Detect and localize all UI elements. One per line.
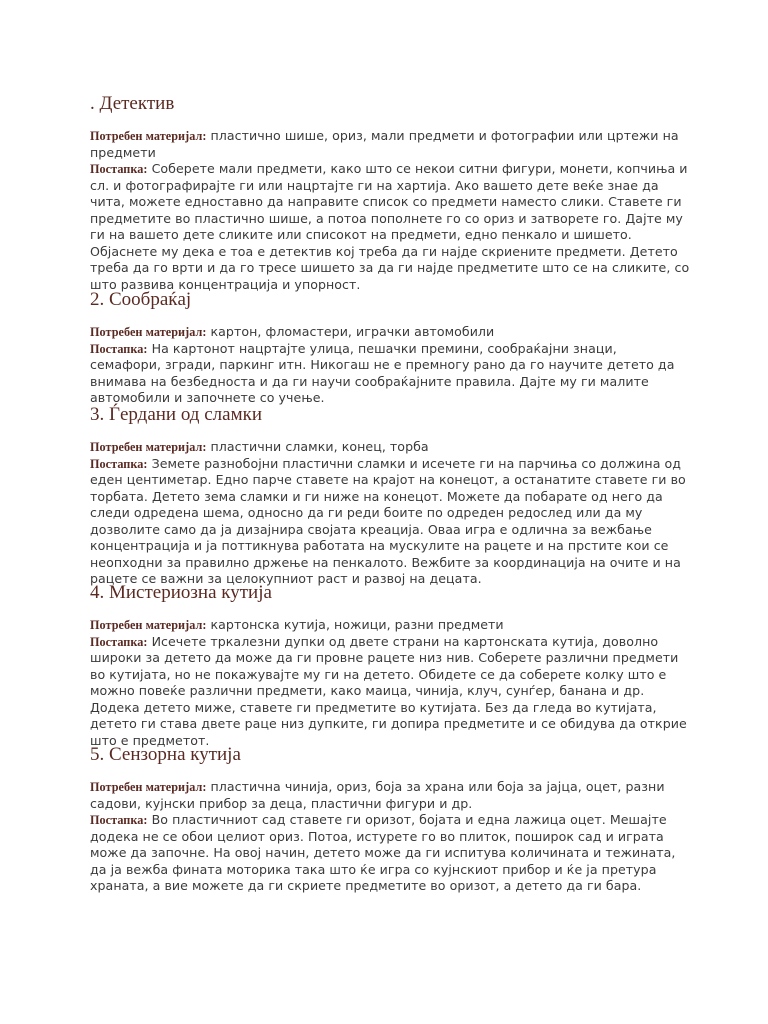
materials-text: пластична чинија, ориз, боја за храна или боја за јајца, оцет, разни садови, кујнски прибор за деца, пластични фигури и др. [90, 779, 665, 811]
materials-text: картон, фломастери, играчки автомобили [206, 324, 495, 339]
procedure-label: Постапка: [90, 456, 148, 471]
procedure-text: На картонот нацртајте улица, пешачки премини, сообраќајни знаци, семафори, згради, паркинг итн. Никогаш не е премногу рано да го научите детето да внимава на безбедноста и да ги научи сообраќајните правила. Дајте му ги малите автомобили и започнете со учење. [90, 340, 675, 405]
section-heading: . Детектив [90, 93, 175, 114]
procedure-label: Постапка: [90, 813, 148, 827]
procedure-label: Постапка: [90, 341, 148, 356]
procedure-paragraph [90, 634, 690, 750]
section-traffic [90, 288, 690, 407]
materials-paragraph [90, 617, 690, 634]
section-mystery-box [90, 581, 690, 749]
section-straw-necklaces [90, 403, 690, 588]
materials-label: Потребен материјал: [90, 129, 207, 143]
section-sensory-box [90, 743, 690, 895]
procedure-label: Постапка: [90, 634, 148, 649]
procedure-text: Земете разнобојни пластични сламки и исечете ги на парчиња со должина од еден центиметар. Едно парче ставете на крајот на конецот, а останатите ставете ги во торбата. Детето зема сламки и ги ниже на конецот. Можете да побарате од него да следи одредена шема, односно да ги реди боите по одреден редослед или да му дозволите само да ја дизајнира својата креација. Оваа игра е одлична за вежбање концентрација и ја поттикнува работата на мускулите на рацете и на прстите кои се неопходни за правилно држење на пенкалото. Вежбите за координација на очите и на рацете се важни за целокупниот раст и развој на децата. [90, 455, 686, 586]
procedure-paragraph [90, 812, 690, 895]
materials-paragraph [90, 779, 690, 812]
materials-text: картонска кутија, ножици, разни предмети [206, 617, 504, 632]
materials-paragraph [90, 439, 690, 456]
materials-text: пластично шише, ориз, мали предмети и фотографии или цртежи на предмети [90, 128, 679, 160]
section-detective [90, 92, 690, 293]
procedure-paragraph [90, 456, 690, 588]
procedure-text: Во пластичниот сад ставете ги оризот, бојата и една лажица оцет. Мешајте додека не се обои целиот ориз. Потоа, истурете го во плиток, поширок сад и играта може да започне. На овој начин, детето може да ги испитува количината и тежината, да ја вежба фината моторика така што ќе игра со кујнскиот прибор и ќе ја претура храната, а вие можете да ги скриете предметите во оризот, а детето да ги бара. [90, 812, 676, 893]
materials-text: пластични сламки, конец, торба [206, 439, 429, 454]
materials-paragraph [90, 128, 690, 161]
materials-label: Потребен материјал: [90, 325, 207, 339]
section-heading: 3. Ѓердани од сламки [90, 404, 262, 425]
materials-label: Потребен материјал: [90, 618, 207, 632]
section-heading: 2. Сообраќај [90, 289, 192, 310]
procedure-text: Соберете мали предмети, како што се некои ситни фигури, монети, копчиња и сл. и фотографирајте ги или нацртајте ги на хартија. Ако вашето дете веќе знае да чита, можете едноставно да направите список со предмети наместо слики. Ставете ги предметите во пластично шише, а потоа пополнете го со ориз и затворете го. Дајте му ги на вашето дете сликите или списокот на предмети, едно пенкало и шишето. Објаснете му дека е тоа е детектив кој треба да ги најде скриените предмети. Детето треба да го врти и да го тресе шишето за да ги најде предметите што се на сликите, со што развива концентрација и упорност. [90, 161, 690, 292]
section-heading: 4. Мистериозна кутија [90, 582, 272, 603]
procedure-label: Постапка: [90, 162, 148, 176]
procedure-paragraph [90, 161, 690, 293]
procedure-text: Исечете тркалезни дупки од двете страни на картонската кутија, доволно широки за детето да може да ги провне рацете низ нив. Соберете различни предмети во кутијата, но не покажувајте му ги на детето. Обидете се да соберете колку што е можно повеќе различни предмети, како маица, чинија, клуч, сунѓер, банана и др. Додека детето миже, ставете ги предметите во кутијата. Без да гледа во кутијата, детето ги става двете раце низ дупките, ги допира предметите и се обидува да открие што е предметот. [90, 633, 687, 748]
materials-label: Потребен материјал: [90, 440, 207, 454]
procedure-paragraph [90, 341, 690, 407]
materials-label: Потребен материјал: [90, 780, 207, 794]
section-heading: 5. Сензорна кутија [90, 744, 241, 765]
materials-paragraph [90, 324, 690, 341]
